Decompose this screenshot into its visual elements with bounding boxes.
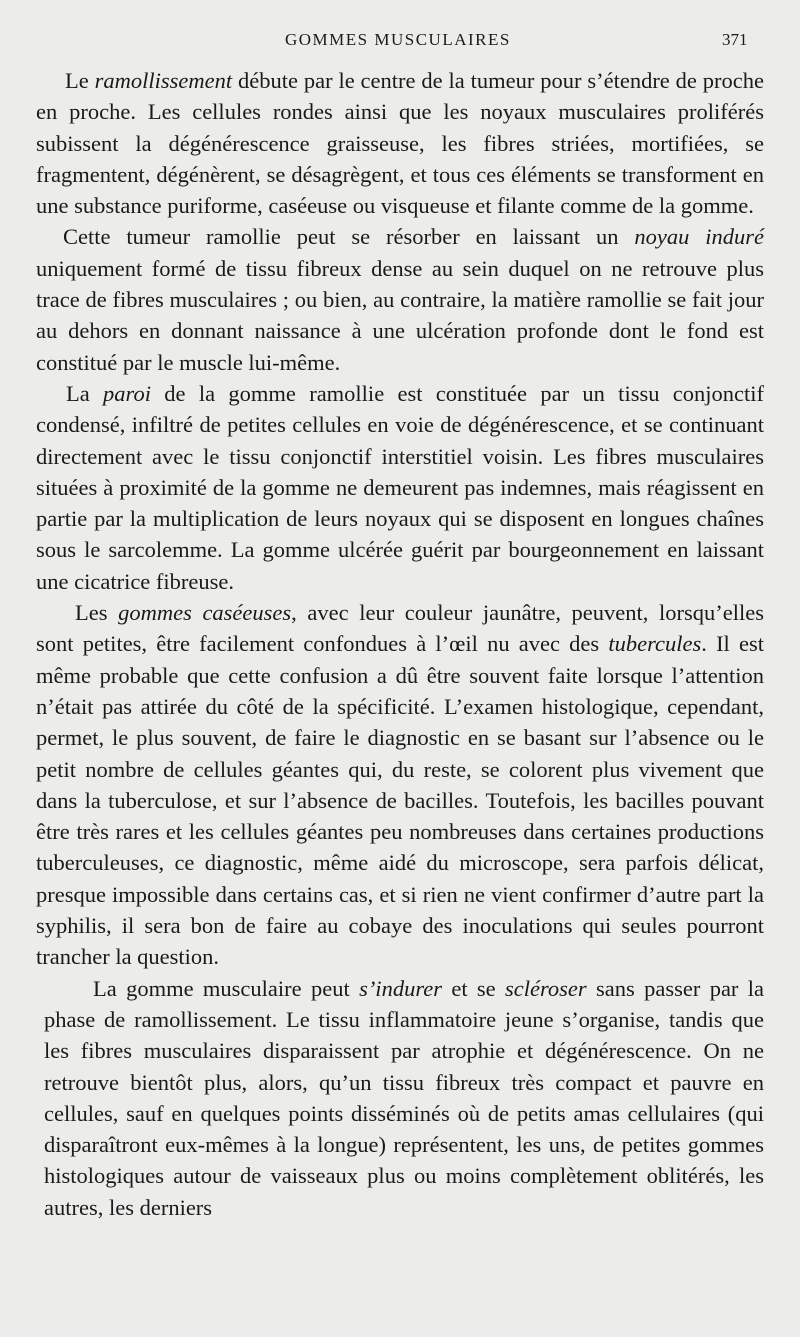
- italic-term: scléroser: [505, 975, 587, 1001]
- text-run: , avec leur couleur jaunâtre, peuvent, lorsqu’elles sont petites, être facilement confondues à l’œil nu avec des: [36, 600, 764, 657]
- text-run: La: [66, 380, 104, 406]
- italic-term: noyau induré: [634, 224, 764, 250]
- text-run: La gomme musculaire peut: [93, 975, 360, 1001]
- text-run: Le: [65, 68, 95, 93]
- text-run: de la gomme ramollie est constituée par un tissu conjonctif condensé, infiltré de petites cellules en voie de dégénérescence, et se continuant directement avec le tissu conjonctif interstitiel voisin. Les fibres musculaires situées à proximité de la gomme ne demeurent pas indemnes, mais réagissent en partie par la multiplication de leurs noyaux qui se disposent en longues chaînes sous le sarcolemme. La gomme ulcérée guérit par bourgeonnement en laissant une cicatrice fibreuse.: [36, 380, 764, 594]
- paragraph-gommes-caseeuses: [36, 597, 764, 973]
- italic-term: tubercules: [608, 631, 702, 657]
- text-run: . Il est même probable que cette confusion a dû être souvent faite lorsque l’attention n’était pas attirée du côté de la spécificité. L’examen histologique, cependant, permet, le plus souvent, de faire le diagnostic en se basant sur l’absence ou le petit nombre de cellules géantes qui, du reste, se colorent plus vivement que dans la tuberculose, et sur l’absence de bacilles. Toutefois, les bacilles pouvant être très rares et les cellules géantes peu nombreuses dans certaines productions tuberculeuses, ce diagnostic, même aidé du microscope, sera parfois délicat, presque impossible dans certains cas, et si rien ne vient confirmer d’autre part la syphilis, il sera bon de faire au cobaye des inoculations qui seules pourront trancher la question.: [36, 631, 764, 970]
- page-number: 371: [722, 30, 748, 49]
- italic-term: paroi: [103, 380, 151, 406]
- text-run: uniquement formé de tissu fibreux dense au sein duquel on ne retrouve plus trace de fibres musculaires ; ou bien, au contraire, la matière ramollie se fait jour au dehors en donnant naissance à une ulcération profonde dont le fond est constitué par le muscle lui-même.: [36, 255, 764, 375]
- text-run: sans passer par la phase de ramollissement. Le tissu inflammatoire jeune s’organise, tandis que les fibres musculaires disparaissent par atrophie et dégénérescence. On ne retrouve bientôt plus, alors, qu’un tissu fibreux très compact et pauvre en cellules, sauf en quelques points disséminés où de petits amas cellulaires (qui disparaîtront eux-mêmes à la longue) représentent, les uns, de petites gommes histologiques autour de vaisseaux plus ou moins complètement oblitérés, les autres, les derniers: [44, 975, 765, 1220]
- paragraph-sclerose: [36, 973, 764, 1223]
- paragraph-paroi: [36, 378, 764, 597]
- paragraph-ramollissement: [36, 65, 764, 221]
- text-run: Les: [75, 600, 119, 626]
- body-text: [36, 65, 764, 1223]
- text-run: Cette tumeur ramollie peut se résorber en laissant un: [63, 224, 635, 250]
- italic-term: s’indurer: [359, 975, 442, 1001]
- running-head: GOMMES MUSCULAIRES: [285, 30, 511, 49]
- text-run: et se: [441, 975, 506, 1001]
- italic-term: ramollissement: [94, 68, 233, 93]
- page-header: [0, 30, 800, 58]
- text-run: débute par le centre de la tumeur pour s’étendre de proche en proche. Les cellules rondes ainsi que les noyaux musculaires proliférés subissent la dégénérescence graisseuse, les fibres striées, mortifiées, se fragmentent, dégénèrent, se désagrègent, et tous ces éléments se transforment en une substance puriforme, caséeuse ou visqueuse et filante comme de la gomme.: [36, 68, 764, 219]
- paragraph-noyau-indure: [36, 221, 764, 377]
- italic-term: gommes caséeuses: [118, 600, 292, 626]
